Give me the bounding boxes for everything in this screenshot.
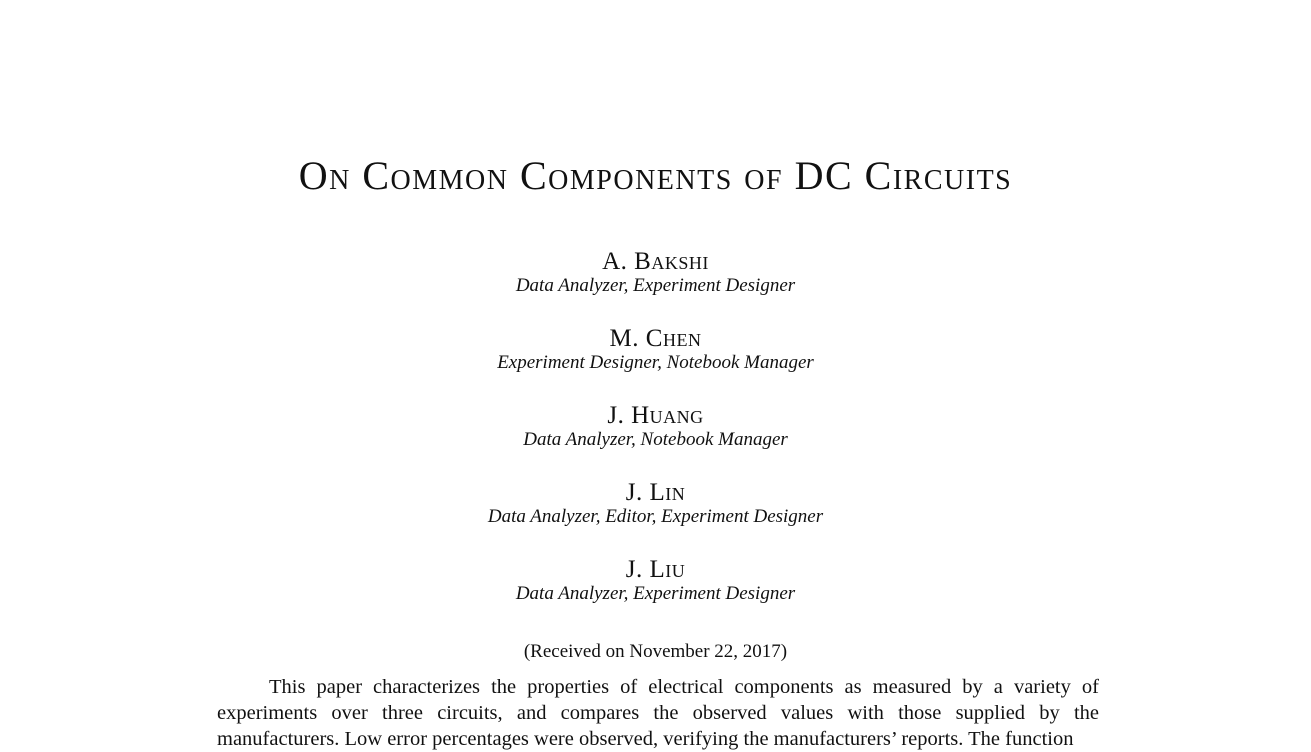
author-entry bbox=[0, 554, 1311, 631]
paper-title: On Common Components of DC Circuits bbox=[298, 153, 1013, 198]
author-entry bbox=[0, 400, 1311, 477]
received-date: (Received on November 22, 2017) bbox=[523, 641, 788, 662]
author-name: J. Liu bbox=[625, 556, 686, 583]
author-role: Data Analyzer, Experiment Designer bbox=[515, 275, 796, 296]
author-entry bbox=[0, 323, 1311, 400]
author-role: Experiment Designer, Notebook Manager bbox=[497, 352, 814, 373]
abstract-text: This paper characterizes the properties of electrical components as measured by a variety of experiments over three circuits, and compares the observed values with those supplied by the manufacturers. Low error percentages were observed, verifying the manufacturers’ reports. The function bbox=[217, 676, 1099, 750]
author-role: Data Analyzer, Editor, Experiment Designer bbox=[487, 506, 824, 527]
author-entry bbox=[0, 477, 1311, 554]
author-list bbox=[0, 246, 1311, 631]
author-name: J. Lin bbox=[625, 479, 686, 506]
author-role: Data Analyzer, Notebook Manager bbox=[523, 429, 788, 450]
author-name: M. Chen bbox=[609, 325, 702, 352]
author-name: J. Huang bbox=[607, 402, 704, 429]
author-entry bbox=[0, 246, 1311, 323]
author-role: Data Analyzer, Experiment Designer bbox=[515, 583, 796, 604]
author-name: A. Bakshi bbox=[602, 248, 709, 275]
